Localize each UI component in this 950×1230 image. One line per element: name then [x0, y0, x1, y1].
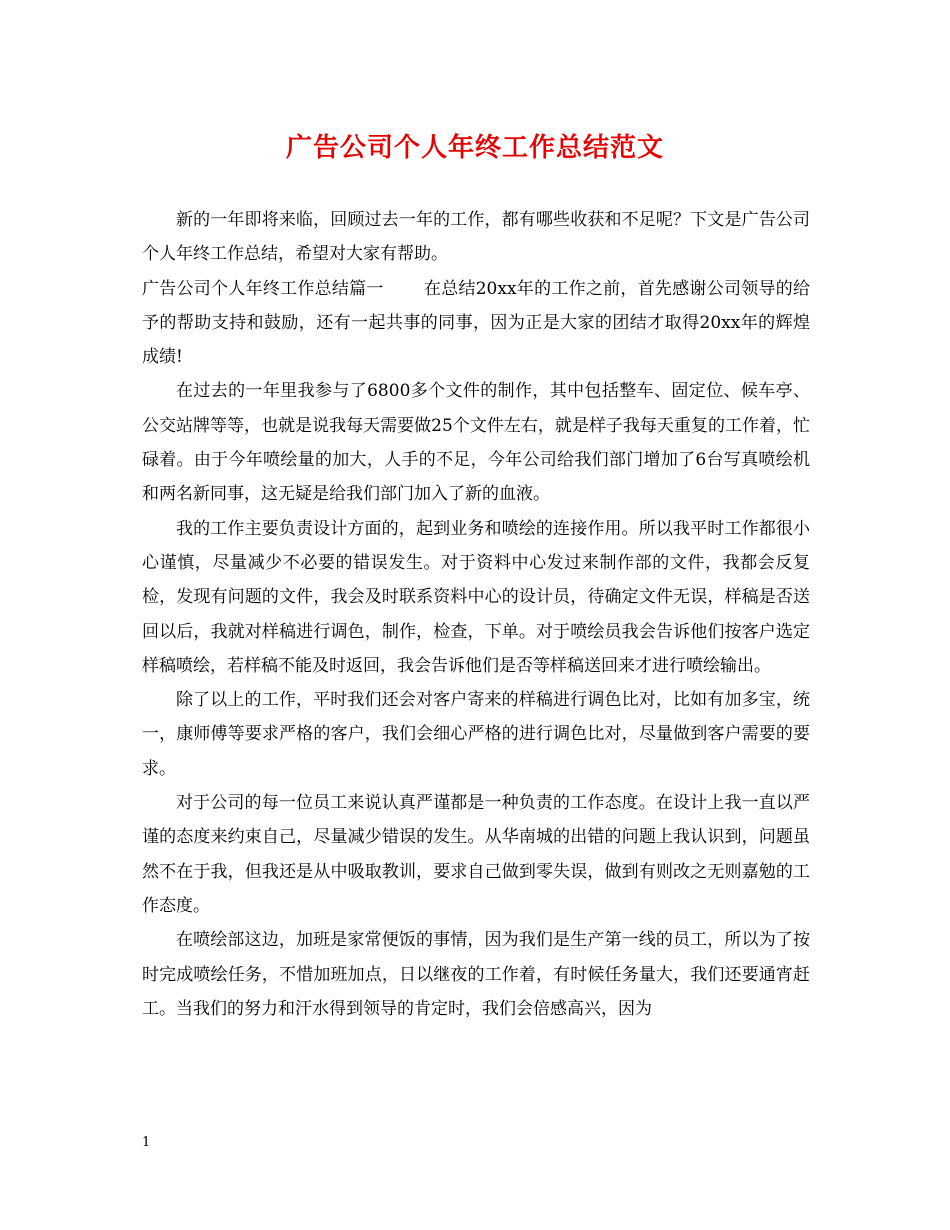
document-title: 广告公司个人年终工作总结范文: [285, 133, 664, 163]
body-paragraph-5: 在喷绘部这边，加班是家常便饭的事情，因为我们是生产第一线的员工，所以为了按时完成喷绘任务，不惜加班加点，日以继夜的工作着，有时候任务量大，我们还要通宵赶工。当我们的努力和汗水得到领导的肯定时，我们会倍感高兴，因为: [142, 930, 810, 1019]
intro-paragraph: 新的一年即将来临，回顾过去一年的工作，都有哪些收获和不足呢？下文是广告公司个人年终工作总结，希望对大家有帮助。: [142, 210, 810, 265]
body-paragraph-4: 对于公司的每一位员工来说认真严谨都是一种负责的工作态度。在设计上我一直以严谨的态度来约束自己，尽量减少错误的发生。从华南城的出错的问题上我认识到，问题虽然不在于我，但我还是从中吸取教训，要求自己做到零失误，做到有则改之无则嘉勉的工作态度。: [142, 793, 810, 916]
section-first-text: 在总结20xx年的工作之前，首先感谢公司领导的给予的帮助支持和鼓励，还有一起共事的同事，因为正是大家的团结才取得20xx年的辉煌成绩!: [142, 278, 811, 368]
section-paragraph: [142, 272, 810, 375]
body-paragraph-1: 在过去的一年里我参与了6800多个文件的制作，其中包括整车、固定位、候车亭、公交站牌等等，也就是说我每天需要做25个文件左右，就是样子我每天重复的工作着，忙碌着。由于今年喷绘量的加大，人手的不足，今年公司给我们部门增加了6台写真喷绘机和两名新同事，这无疑是给我们部门加入了新的血液。: [142, 381, 810, 505]
body-paragraph-3: 除了以上的工作，平时我们还会对客户寄来的样稿进行调色比对，比如有加多宝，统一，康师傅等要求严格的客户，我们会细心严格的进行调色比对，尽量做到客户需要的要求。: [142, 690, 810, 779]
document-body: [142, 203, 810, 1026]
page-number: 1: [142, 1135, 151, 1150]
section-heading: 广告公司个人年终工作总结篇一: [142, 278, 384, 299]
body-paragraph-2: 我的工作主要负责设计方面的，起到业务和喷绘的连接作用。所以我平时工作都很小心谨慎，尽量减少不必要的错误发生。对于资料中心发过来制作部的文件，我都会反复检，发现有问题的文件，我会及时联系资料中心的设计员，待确定文件无误，样稿是否送回以后，我就对样稿进行调色，制作，检查，下单。对于喷绘员我会告诉他们按客户选定样稿喷绘，若样稿不能及时返回，我会告诉他们是否等样稿送回来才进行喷绘输出。: [142, 518, 810, 676]
